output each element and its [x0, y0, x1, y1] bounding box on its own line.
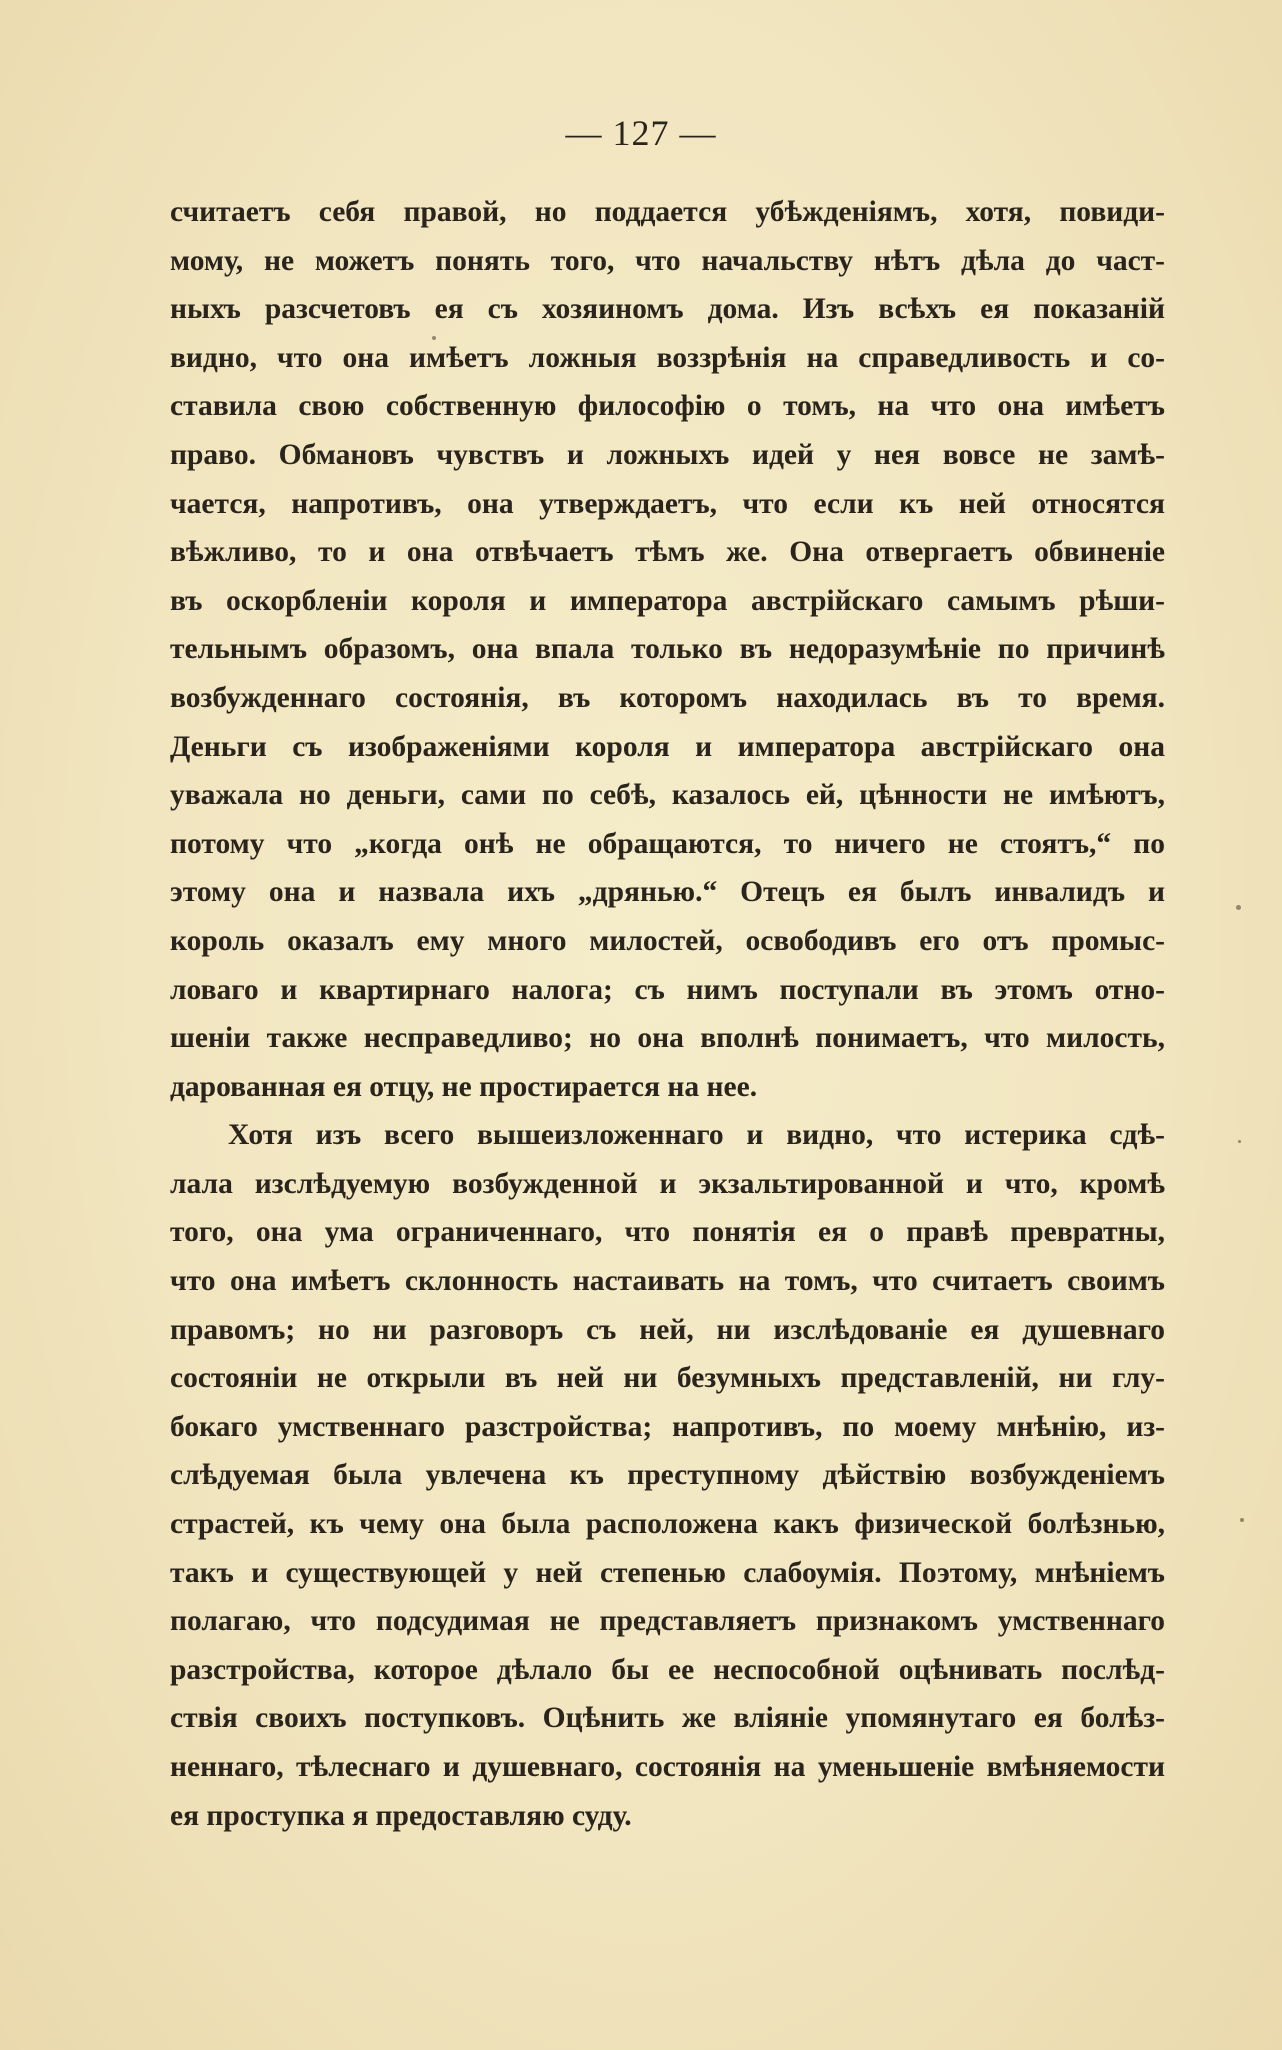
- text-line: чается, напротивъ, она утверждаетъ, что если къ ней относятся: [170, 487, 1165, 520]
- paper-speck: [1236, 905, 1241, 910]
- text-line: что она имѣетъ склонность настаивать на томъ, что считаетъ своимъ: [170, 1265, 1165, 1298]
- paragraph-2: [170, 1111, 1165, 1840]
- text-line: того, она ума ограниченнаго, что понятія ея о правѣ превратны,: [170, 1216, 1165, 1249]
- text-line: Деньги съ изображеніями короля и императора австрійскаго она: [170, 730, 1165, 763]
- body-text: [170, 188, 1165, 1840]
- text-line: право. Обмановъ чувствъ и ложныхъ идей у нея вовсе не замѣ-: [170, 438, 1165, 471]
- text-line: король оказалъ ему много милостей, освободивъ его отъ промыс-: [170, 924, 1165, 957]
- text-line: потому что „когда онѣ не обращаются, то ничего не стоятъ,“ по: [170, 827, 1165, 860]
- text-line: Хотя изъ всего вышеизложеннаго и видно, что истерика сдѣ-: [228, 1119, 1165, 1152]
- text-line: шеніи также несправедливо; но она вполнѣ понимаетъ, что милость,: [170, 1022, 1165, 1055]
- text-line: уважала но деньги, сами по себѣ, казалось ей, цѣнности не имѣютъ,: [170, 779, 1165, 812]
- text-line: возбужденнаго состоянія, въ которомъ находилась въ то время.: [170, 681, 1165, 714]
- text-line: правомъ; но ни разговоръ съ ней, ни изслѣдованіе ея душевнаго: [170, 1313, 1165, 1346]
- text-line: неннаго, тѣлеснаго и душевнаго, состоянія на уменьшеніе вмѣняемости: [170, 1751, 1165, 1783]
- text-line: лала изслѣдуемую возбужденной и экзальтированной и что, кромѣ: [170, 1167, 1165, 1200]
- text-line: дарованная ея отцу, не простирается на нее.: [170, 1070, 758, 1103]
- text-line: считаетъ себя правой, но поддается убѣжденіямъ, хотя, повиди-: [170, 196, 1165, 228]
- text-line: въ оскорбленіи короля и императора австрійскаго самымъ рѣши-: [170, 584, 1165, 617]
- paper-speck: [432, 336, 436, 340]
- text-line: полагаю, что подсудимая не представляетъ признакомъ умственнаго: [170, 1605, 1165, 1638]
- text-line: разстройства, которое дѣлало бы ее неспособной оцѣнивать послѣд-: [170, 1653, 1165, 1686]
- text-line: страстей, къ чему она была расположена какъ физической болѣзнью,: [170, 1508, 1165, 1541]
- text-line: тельнымъ образомъ, она впала только въ недоразумѣніе по причинѣ: [170, 633, 1165, 666]
- text-line: мому, не можетъ понять того, что начальству нѣтъ дѣла до част-: [170, 244, 1165, 277]
- text-line: вѣжливо, то и она отвѣчаетъ тѣмъ же. Она отвергаетъ обвиненіе: [170, 536, 1165, 569]
- text-line: бокаго умственнаго разстройства; напротивъ, по моему мнѣнію, из-: [170, 1410, 1165, 1443]
- text-line: видно, что она имѣетъ ложныя воззрѣнія на справедливость и со-: [170, 341, 1165, 374]
- paragraph-1: [170, 188, 1165, 1111]
- paper-speck: [1240, 1518, 1244, 1522]
- paper-speck: [1238, 1140, 1241, 1143]
- text-line: ставила свою собственную философію о томъ, на что она имѣетъ: [170, 390, 1165, 423]
- text-line: такъ и существующей у ней степенью слабоумія. Поэтому, мнѣніемъ: [170, 1556, 1165, 1589]
- text-line: слѣдуемая была увлечена къ преступному дѣйствію возбужденіемъ: [170, 1459, 1165, 1492]
- text-line: ствія своихъ поступковъ. Оцѣнить же вліяніе упомянутаго ея болѣз-: [170, 1702, 1165, 1735]
- page-number: — 127 —: [565, 113, 717, 153]
- text-line: состояніи не открыли въ ней ни безумныхъ представленій, ни глу-: [170, 1362, 1165, 1395]
- text-line: ея проступка я предоставляю суду.: [170, 1799, 632, 1832]
- text-line: этому она и назвала ихъ „дрянью.“ Отецъ ея былъ инвалидъ и: [170, 876, 1165, 909]
- text-line: ловаго и квартирнаго налога; съ нимъ поступали въ этомъ отно-: [170, 973, 1165, 1006]
- text-line: ныхъ разсчетовъ ея съ хозяиномъ дома. Изъ всѣхъ ея показаній: [170, 293, 1165, 326]
